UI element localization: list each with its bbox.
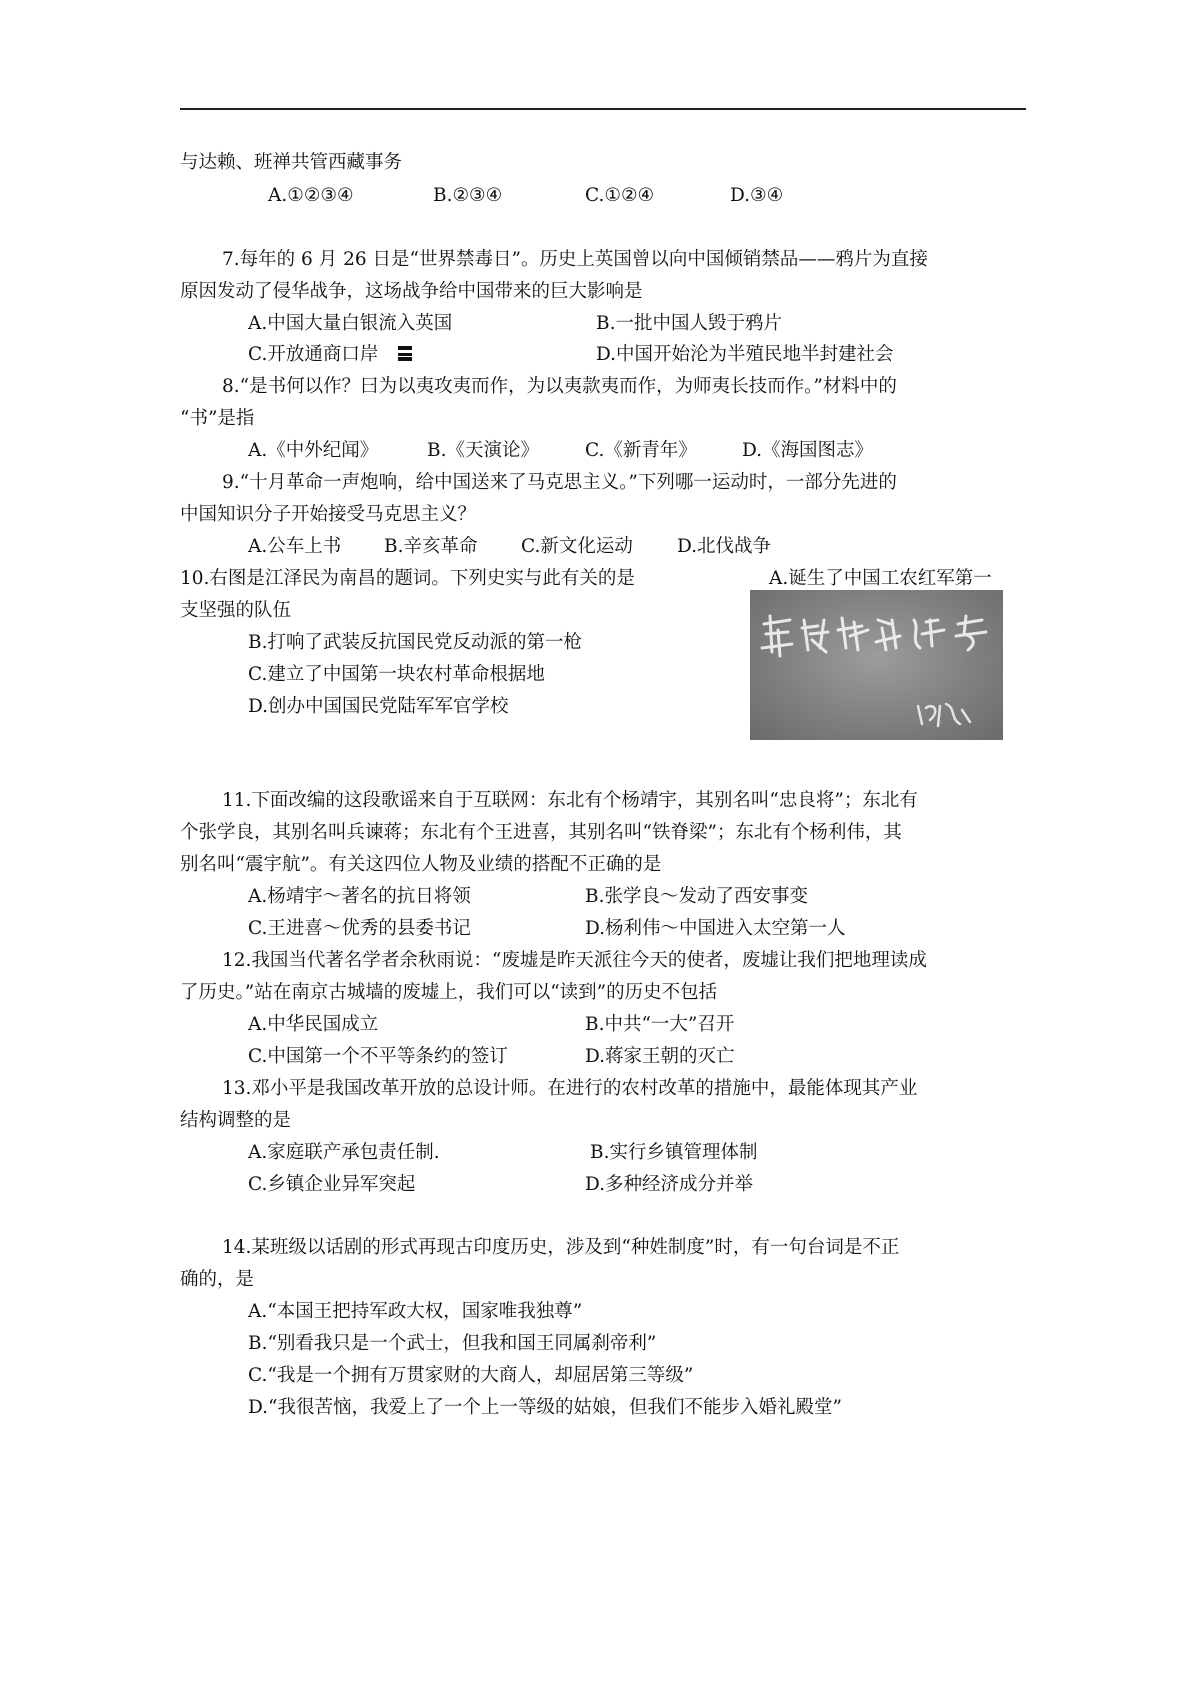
q14-option-d: D.“我很苦恼，我爱上了一个上一等级的姑娘，但我们不能步入婚礼殿堂”: [248, 1397, 842, 1418]
q11-stem-line2: 个张学良，其别名叫兵谏蒋；东北有个王进喜，其别名叫“铁脊梁”；东北有个杨利伟，其: [180, 822, 902, 843]
q10-option-a-line2: 支坚强的队伍: [180, 600, 292, 621]
q11-stem-line3: 别名叫“震宇航”。有关这四位人物及业绩的搭配不正确的是: [180, 854, 662, 875]
q10-option-b: B.打响了武装反抗国民党反动派的第一枪: [248, 632, 582, 653]
q14-option-a: A.“本国王把持军政大权，国家唯我独尊”: [248, 1301, 583, 1322]
q7-option-b: B.一批中国人毁于鸦片: [596, 313, 782, 334]
q13-stem-line2: 结构调整的是: [180, 1110, 292, 1131]
q8-stem-line2: “书”是指: [180, 408, 255, 429]
q13-option-d: D.多种经济成分并举: [585, 1174, 754, 1195]
q12-option-a: A.中华民国成立: [248, 1014, 379, 1035]
q12-option-b: B.中共“一大”召开: [585, 1014, 735, 1035]
q14-stem-line2: 确的，是: [180, 1269, 255, 1290]
q14-option-b: B.“别看我只是一个武士，但我和国王同属刹帝利”: [248, 1333, 657, 1354]
q7-stem-line2: 原因发动了侵华战争，这场战争给中国带来的巨大影响是: [180, 281, 643, 302]
q7-option-c: C.开放通商口岸: [248, 344, 379, 365]
q7-option-d: D.中国开始沦为半殖民地半封建社会: [596, 344, 894, 365]
q11-option-b: B.张学良～发动了西安事变: [585, 886, 808, 907]
scan-mark-icon: [398, 346, 412, 361]
q14-option-c: C.“我是一个拥有万贯家财的大商人，却屈居第三等级”: [248, 1365, 694, 1386]
q6-option-c: C.①②④: [585, 185, 655, 206]
calligraphy-inscription-photo: [750, 590, 1003, 740]
q9-option-d: D.北伐战争: [677, 536, 772, 557]
q11-option-a: A.杨靖宇～著名的抗日将领: [248, 886, 471, 907]
q6-option-d: D.③④: [730, 185, 784, 206]
q10-option-d: D.创办中国国民党陆军军官学校: [248, 696, 509, 717]
q12-option-c: C.中国第一个不平等条约的签订: [248, 1046, 508, 1067]
q11-stem-line1: 11.下面改编的这段歌谣来自于互联网：东北有个杨靖宇，其别名叫“忠良将”；东北有: [222, 790, 918, 811]
q10-stem: 10.右图是江泽民为南昌的题词。下列史实与此有关的是: [180, 568, 635, 589]
q8-option-c: C.《新青年》: [585, 440, 697, 461]
q6-continuation: 与达赖、班禅共管西藏事务: [180, 152, 403, 173]
q13-option-a: A.家庭联产承包责任制.: [248, 1142, 440, 1163]
q10-option-c: C.建立了中国第一块农村革命根据地: [248, 664, 545, 685]
q14-stem-line1: 14.某班级以话剧的形式再现古印度历史，涉及到“种姓制度”时，有一句台词是不正: [222, 1237, 900, 1258]
q8-stem-line1: 8.“是书何以作？曰为以夷攻夷而作，为以夷款夷而作，为师夷长技而作。”材料中的: [222, 376, 897, 397]
q13-option-b: B.实行乡镇管理体制: [590, 1142, 758, 1163]
q12-option-d: D.蒋家王朝的灭亡: [585, 1046, 735, 1067]
q9-option-c: C.新文化运动: [521, 536, 633, 557]
q11-option-d: D.杨利伟～中国进入太空第一人: [585, 918, 846, 939]
q8-option-d: D.《海国图志》: [742, 440, 874, 461]
q12-stem-line1: 12.我国当代著名学者余秋雨说：“废墟是昨天派往今天的使者，废墟让我们把地理读成: [222, 950, 927, 971]
q11-option-c: C.王进喜～优秀的县委书记: [248, 918, 471, 939]
q13-stem-line1: 13.邓小平是我国改革开放的总设计师。在进行的农村改革的措施中，最能体现其产业: [222, 1078, 918, 1099]
q8-option-b: B.《天演论》: [427, 440, 539, 461]
q7-option-a: A.中国大量白银流入英国: [248, 313, 453, 334]
q7-stem-line1: 7.每年的 6 月 26 日是“世界禁毒日”。历史上英国曾以向中国倾销禁品——鸦片为直接: [222, 249, 928, 270]
header-rule: [180, 108, 1026, 110]
q9-option-a: A.公车上书: [248, 536, 342, 557]
q9-stem-line2: 中国知识分子开始接受马克思主义？: [180, 504, 477, 525]
q9-stem-line1: 9.“十月革命一声炮响，给中国送来了马克思主义。”下列哪一运动时，一部分先进的: [222, 472, 897, 493]
q6-option-a: A.①②③④: [268, 185, 354, 206]
q9-option-b: B.辛亥革命: [384, 536, 478, 557]
q12-stem-line2: 了历史。”站在南京古城墙的废墟上，我们可以“读到”的历史不包括: [180, 982, 718, 1003]
q6-option-b: B.②③④: [433, 185, 503, 206]
q8-option-a: A.《中外纪闻》: [248, 440, 379, 461]
q13-option-c: C.乡镇企业异军突起: [248, 1174, 416, 1195]
q10-option-a-line1: A.诞生了中国工农红军第一: [769, 568, 992, 589]
